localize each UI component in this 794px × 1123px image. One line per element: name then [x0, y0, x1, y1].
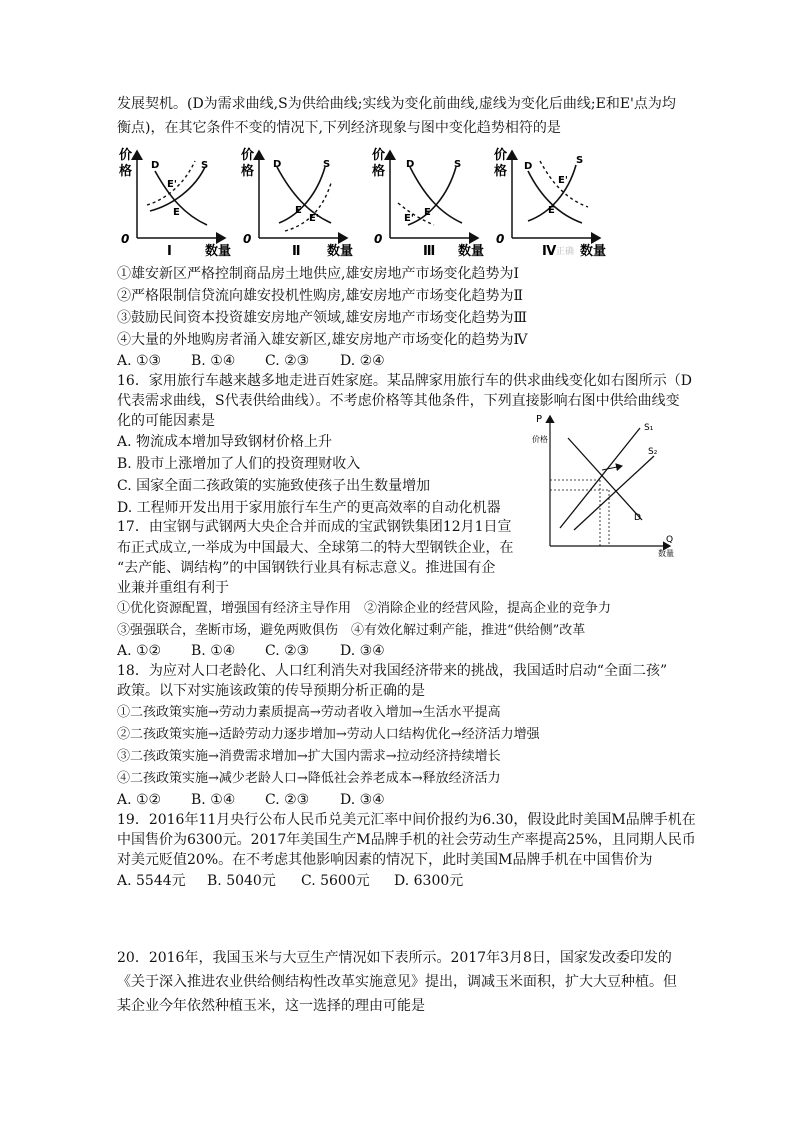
q16-price-label: 价格: [532, 435, 548, 444]
q15-option-d[interactable]: D. ②④: [340, 353, 385, 369]
graph-2-d-label: D: [273, 159, 282, 170]
q18-statement-1: ①二孩政策实施→劳动力素质提高→劳动者收入增加→生活水平提高: [117, 705, 501, 720]
graph-2: [241, 147, 353, 259]
graph-4-roman: Ⅳ: [542, 244, 557, 259]
q15-option-a[interactable]: A. ①③: [117, 353, 162, 369]
graph-2-x-label: 数量: [327, 244, 354, 259]
graph-3-eq-label: E: [424, 207, 431, 218]
q15-statement-2: ②严格限制信贷流向雄安投机性购房,雄安房地产市场变化趋势为Ⅱ: [117, 288, 523, 304]
q18-stem-2: 政策。以下对实施该政策的传导预期分析正确的是: [117, 683, 425, 699]
graph-1-y-label-bottom: 格: [119, 164, 133, 179]
graph-4-demand-curve: [528, 171, 582, 223]
q15-statement-1: ①雄安新区严格控制商品房土地供应,雄安房地产市场变化趋势为Ⅰ: [117, 266, 519, 282]
q16-q-label: Q: [666, 535, 674, 545]
q16-s1-label: S₁: [644, 423, 654, 433]
q15-statement-4: ④大量的外地购房者涌入雄安新区,雄安房地产市场变化的趋势为Ⅳ: [117, 332, 528, 348]
q18-statement-3: ③二孩政策实施→消费需求增加→扩大国内需求→拉动经济持续增长: [117, 749, 501, 764]
q16-option-d[interactable]: D. 工程师开发出用于家用旅行车生产的更高效率的自动化机器: [117, 500, 501, 516]
q18-statement-2: ②二孩政策实施→适龄劳动力逐步增加→劳动人口结构优化→经济活力增强: [117, 727, 540, 742]
q18-option-c[interactable]: C. ②③: [265, 792, 310, 808]
graph-2-roman: Ⅱ: [292, 244, 301, 259]
supply-demand-graphs: [0, 143, 794, 263]
graph-1-roman: Ⅰ: [167, 244, 172, 259]
q19-option-d[interactable]: D. 6300元: [394, 873, 464, 889]
graph-3-eq-new-label: E': [404, 213, 414, 224]
graph-4-origin: 0: [496, 232, 505, 246]
q16-d-label: D: [634, 513, 641, 523]
graph-3-y-label-bottom: 格: [372, 164, 386, 179]
q19-option-c[interactable]: C. 5600元: [301, 873, 370, 889]
graph-1-x-label: 数量: [205, 244, 232, 259]
graph-3-demand-curve: [410, 167, 462, 223]
graph-4-x-label: 数量: [580, 244, 607, 259]
q17-stem-4: 业兼并重组有利于: [117, 580, 229, 596]
q19-stem-3: 对美元贬值20%。在不考虑其他影响因素的情况下，此时美国M品牌手机在中国售价为: [117, 852, 653, 868]
graph-4-y-label-top: 价: [494, 148, 508, 163]
q18-option-b[interactable]: B. ①④: [191, 792, 236, 808]
q16-supply-shift-graph: [530, 410, 680, 558]
q17-statement-2: ③强强联合，垄断市场，避免两败俱伤 ④有效化解过剩产能，推进“供给侧”改革: [117, 623, 586, 638]
graph-1-eq-label: E: [173, 207, 180, 218]
graph-4-d-label: D: [524, 161, 533, 172]
q17-statement-1: ①优化资源配置，增强国有经济主导作用 ②消除企业的经营风险，提高企业的竞争力: [117, 601, 612, 616]
q18-option-d[interactable]: D. ③④: [340, 792, 385, 808]
q16-p-label: P: [536, 414, 543, 425]
q15-option-c[interactable]: C. ②③: [265, 353, 310, 369]
q19-stem-1: 19．2016年11月央行公布人民币兑美元汇率中间价报约为6.30，假设此时美国M品牌手机在: [117, 812, 696, 828]
q18-stem-1: 18．为应对人口老龄化、人口红利消失对我国经济带来的挑战，我国适时启动“全面二孩”: [117, 663, 668, 679]
q18-statement-4: ④二孩政策实施→减少老龄人口→降低社会养老成本→释放经济活力: [117, 771, 501, 786]
graph-1-y-label-top: 价: [119, 148, 133, 163]
graph-4: [494, 147, 606, 259]
graph-2-y-label-top: 价: [241, 148, 255, 163]
q17-stem-3: “去产能、调结构”的中国钢铁行业具有标志意义。推进国有企: [117, 560, 496, 576]
q16-option-c[interactable]: C. 国家全面二孩政策的实施致使孩子出生数量增加: [117, 478, 431, 494]
q19-option-b[interactable]: B. 5040元: [207, 873, 276, 889]
graph-2-origin: 0: [243, 232, 252, 246]
graph-1-s-label: S: [201, 160, 209, 171]
graph-3-s-label: S: [454, 159, 462, 170]
graph-1-eq-new-label: E': [167, 179, 177, 190]
graph-4-s-label: S: [576, 155, 584, 166]
q16-option-a[interactable]: A. 物流成本增加导致钢材价格上升: [117, 434, 333, 450]
graph-1-origin: 0: [121, 232, 130, 246]
graph-4-y-label-bottom: 格: [494, 164, 508, 179]
graph-3-origin: 0: [374, 232, 383, 246]
graph-3-roman: Ⅲ: [423, 244, 436, 259]
graph-3-x-label: 数量: [458, 244, 485, 259]
q16-stem-3: 化的可能因素是: [117, 413, 215, 429]
q16-demand: [568, 438, 642, 520]
q19-stem-2: 中国售价为6300元。2017年美国生产M品牌手机的社会劳动生产率提高25%，且同期人民币: [117, 832, 696, 848]
graph-4-eq-new-label: E': [558, 175, 568, 186]
q20-stem-2: 《关于深入推进农业供给侧结构性改革实施意见》提出，调减玉米面积，扩大大豆种植。但: [117, 974, 677, 990]
graph-3: [372, 147, 484, 259]
q16-option-b[interactable]: B. 股市上涨增加了人们的投资理财收入: [117, 456, 361, 472]
q15-option-b[interactable]: B. ①④: [191, 353, 236, 369]
q16-stem-2: 代表需求曲线，S代表供给曲线）。不考虑价格等其他条件，下列直接影响右图中供给曲线变: [117, 393, 680, 409]
graph-2-eq-new-label: E': [309, 213, 319, 224]
q19-option-a[interactable]: A. 5544元: [117, 873, 186, 889]
q20-stem-3: 某企业今年依然种植玉米，这一选择的理由可能是: [117, 998, 425, 1014]
graph-2-s-label: S: [323, 159, 331, 170]
graph-1: [119, 147, 231, 259]
intro-line-1: 发展契机。(D为需求曲线,S为供给曲线;实线为变化前曲线,虚线为变化后曲线;E和E'点为均: [117, 96, 676, 112]
q16-shift-arrow: [602, 466, 622, 470]
q17-option-d[interactable]: D. ③④: [340, 643, 385, 659]
q16-quantity-label: 数量: [658, 549, 674, 558]
graph-2-eq-label: E: [295, 205, 302, 216]
q17-option-c[interactable]: C. ②③: [265, 643, 310, 659]
q17-option-b[interactable]: B. ①④: [191, 643, 236, 659]
graph-3-y-label-top: 价: [372, 148, 386, 163]
q15-statement-3: ③鼓励民间资本投资雄安房地产领域,雄安房地产市场变化趋势为Ⅲ: [117, 310, 527, 326]
q17-stem-2: 布正式成立,一举成为中国最大、全球第二的特大型钢铁企业，在: [117, 540, 514, 556]
intro-line-2: 衡点)，在其它条件不变的情况下,下列经济现象与图中变化趋势相符的是: [117, 120, 561, 136]
graph-4-eq-label: E: [548, 205, 555, 216]
q17-option-a[interactable]: A. ①②: [117, 643, 162, 659]
q16-s2-label: S₂: [648, 447, 658, 457]
graph-1-d-label: D: [151, 160, 160, 171]
graph-1-demand-curve: [155, 171, 207, 225]
graph-2-y-label-bottom: 格: [241, 164, 255, 179]
q16-stem-1: 16．家用旅行车越来越多地走进百姓家庭。某品牌家用旅行车的供求曲线变化如右图所示（D: [117, 373, 693, 389]
q17-stem-1: 17．由宝钢与武钢两大央企合并而成的宝武钢铁集团12月1日宣: [117, 519, 512, 535]
graph-3-d-label: D: [406, 159, 415, 170]
graph-4-watermark: 正确: [556, 247, 575, 257]
q18-option-a[interactable]: A. ①②: [117, 792, 162, 808]
q20-stem-1: 20．2016年，我国玉米与大豆生产情况如下表所示。2017年3月8日，国家发改委印发的: [117, 950, 672, 966]
